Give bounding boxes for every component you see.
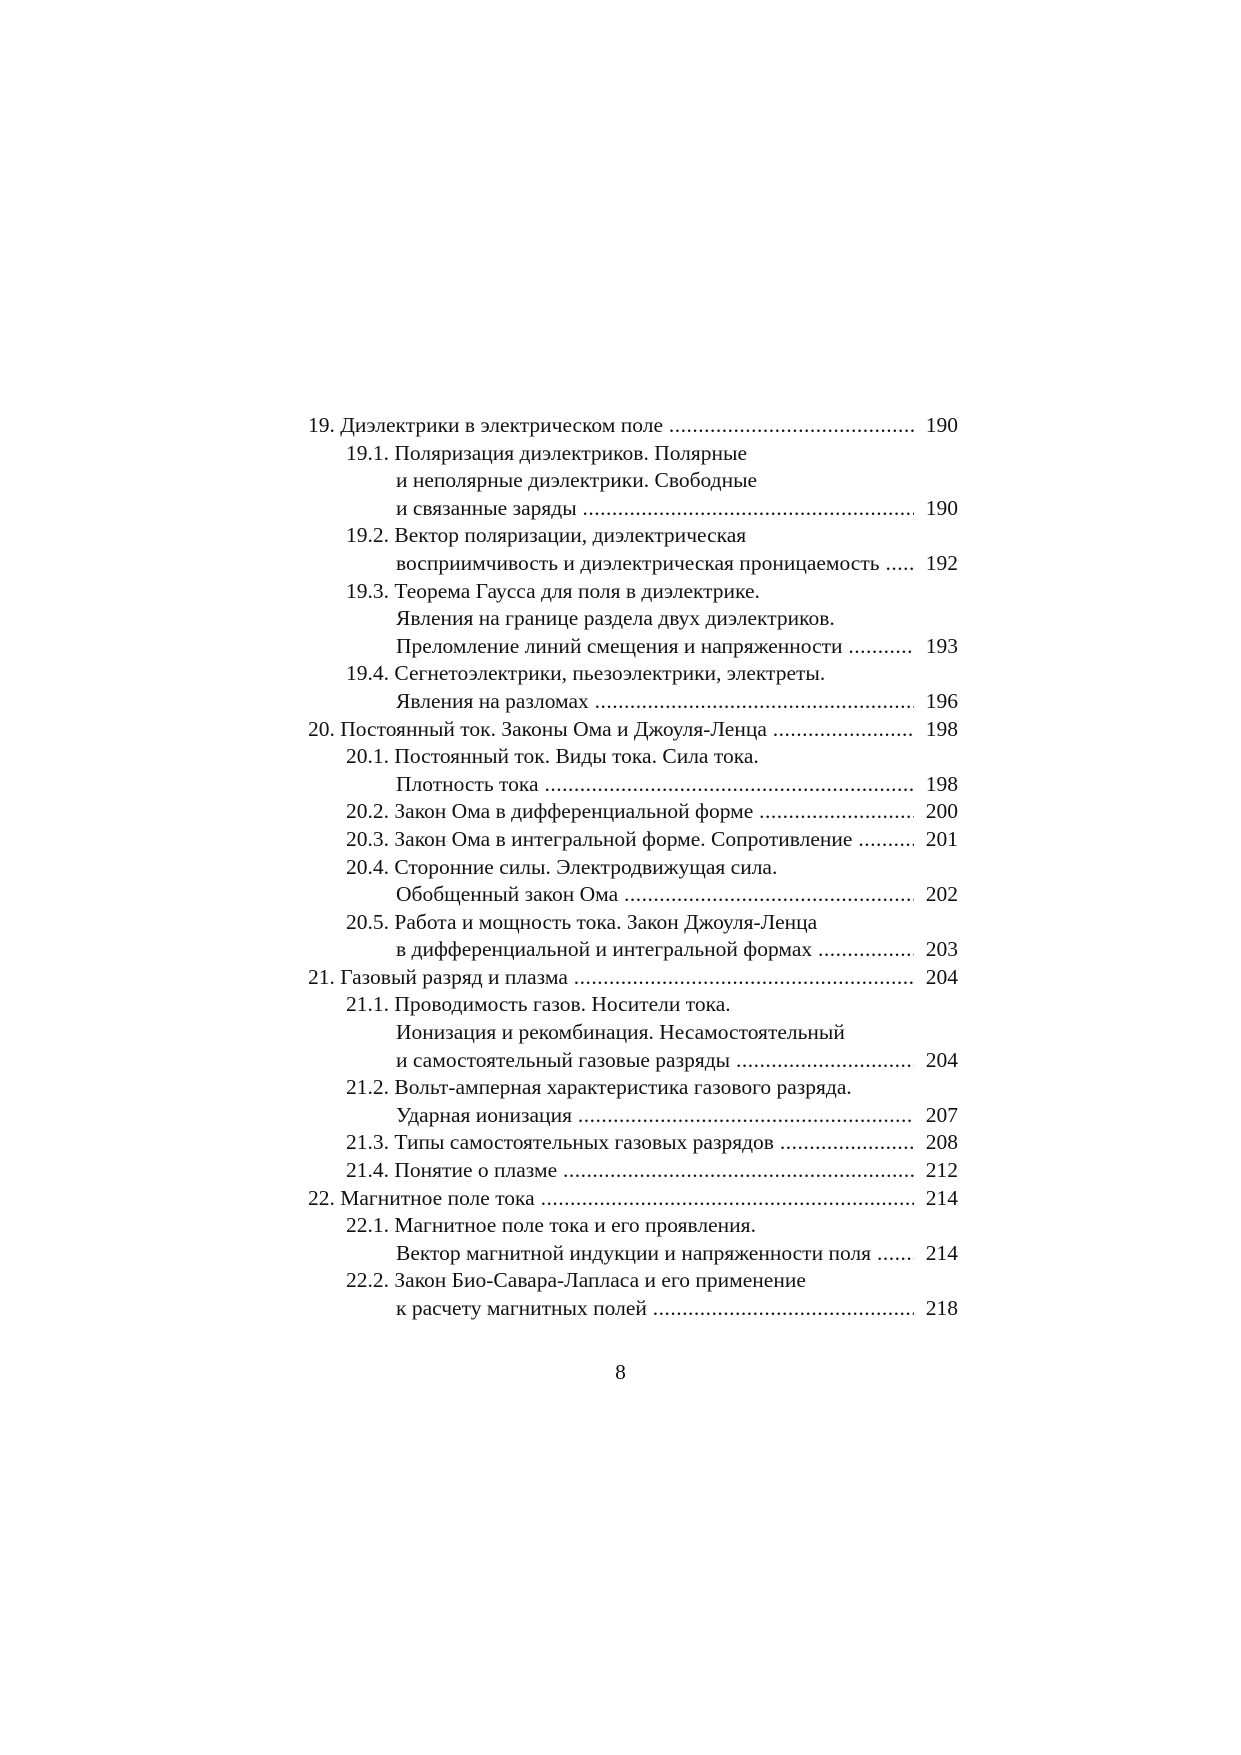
toc-entry-page: 208 <box>922 1129 958 1157</box>
page-number: 8 <box>615 1360 626 1384</box>
toc-entry-title: 21.3. Типы самостоятельных газовых разрядов ..... <box>346 1129 914 1157</box>
toc-entry-page: 193 <box>922 633 958 661</box>
toc-entry-title: 22.2. Закон Био-Савара-Лапласа и его применение <box>346 1268 806 1293</box>
toc-entry <box>308 909 958 937</box>
toc-entry <box>308 964 958 992</box>
toc-entry-title: Явления на разломах ..... <box>396 688 914 716</box>
toc-entry <box>308 1240 958 1268</box>
toc-entry-page: 190 <box>922 412 958 440</box>
toc-entry-page: 190 <box>922 495 958 523</box>
toc-entry-title: Преломление линий смещения и напряженности ..... <box>396 633 914 661</box>
toc-entry-title: 20.1. Постоянный ток. Виды тока. Сила тока. <box>346 744 759 769</box>
toc-entry <box>308 716 958 744</box>
toc-entry-title: к расчету магнитных полей ..... <box>396 1295 914 1323</box>
toc-entry-title: Вектор магнитной индукции и напряженности поля ..... <box>396 1240 914 1268</box>
toc-entry-title: 21. Газовый разряд и плазма ..... <box>308 964 914 992</box>
toc-entry-page: 212 <box>922 1157 958 1185</box>
toc-entry <box>308 826 958 854</box>
toc-entry-page: 200 <box>922 798 958 826</box>
toc-entry <box>308 1047 958 1075</box>
toc-entry-title: 21.2. Вольт-амперная характеристика газового разряда. <box>346 1075 852 1100</box>
toc-entry <box>308 991 958 1019</box>
toc-entry-page: 198 <box>922 771 958 799</box>
toc-entry-title: 20.3. Закон Ома в интегральной форме. Сопротивление ..... <box>346 826 914 854</box>
toc-entry-title: 19. Диэлектрики в электрическом поле ..... <box>308 412 914 440</box>
toc-entry-title: 19.3. Теорема Гаусса для поля в диэлектрике. <box>346 578 760 603</box>
toc-entry <box>308 688 958 716</box>
toc-entry-page: 204 <box>922 964 958 992</box>
toc-entry <box>308 1157 958 1185</box>
toc-entry-title: 20.5. Работа и мощность тока. Закон Джоуля-Ленца <box>346 909 818 934</box>
toc-entry-title: Ударная ионизация ..... <box>396 1102 914 1130</box>
toc-entry-page: 214 <box>922 1185 958 1213</box>
toc-entry-page: 207 <box>922 1102 958 1130</box>
toc-entry-title: Явления на границе раздела двух диэлектриков. <box>396 606 835 631</box>
toc-entry-page: 204 <box>922 1047 958 1075</box>
toc-entry <box>308 936 958 964</box>
toc-entry-title: 19.1. Поляризация диэлектриков. Полярные <box>346 440 748 465</box>
toc-entry <box>308 881 958 909</box>
toc-entry <box>308 1019 958 1047</box>
toc-entry <box>308 440 958 468</box>
toc-entry-title: 20.2. Закон Ома в дифференциальной форме ..... <box>346 798 914 826</box>
toc-entry <box>308 550 958 578</box>
toc-entry <box>308 798 958 826</box>
toc-entry <box>308 578 958 606</box>
toc-entry <box>308 1185 958 1213</box>
toc-entry-title: Ионизация и рекомбинация. Несамостоятельный <box>396 1020 845 1045</box>
toc-entry-title: и самостоятельный газовые разряды ..... <box>396 1047 914 1075</box>
toc-entry <box>308 854 958 882</box>
toc-entry <box>308 1212 958 1240</box>
toc-entry-title: 22. Магнитное поле тока ..... <box>308 1185 914 1213</box>
toc-entry-page: 192 <box>922 550 958 578</box>
toc-entry <box>308 771 958 799</box>
toc-entry-title: 19.2. Вектор поляризации, диэлектрическая <box>346 523 747 548</box>
toc-entry-title: и неполярные диэлектрики. Свободные <box>396 468 758 493</box>
toc-entry <box>308 1295 958 1323</box>
toc-entry-page: 214 <box>922 1240 958 1268</box>
toc-entry <box>308 522 958 550</box>
toc-entry-title: 21.1. Проводимость газов. Носители тока. <box>346 992 731 1017</box>
toc-entry-title: Обобщенный закон Ома ..... <box>396 881 914 909</box>
toc-entry-title: 20. Постоянный ток. Законы Ома и Джоуля-Ленца ..... <box>308 716 914 744</box>
toc-entry <box>308 1074 958 1102</box>
toc-entry <box>308 467 958 495</box>
toc-entry-page: 202 <box>922 881 958 909</box>
toc-entry <box>308 660 958 688</box>
toc-entry <box>308 1102 958 1130</box>
toc-entry-title: 22.1. Магнитное поле тока и его проявления. <box>346 1213 756 1238</box>
toc-entry-page: 198 <box>922 716 958 744</box>
toc-entry <box>308 1129 958 1157</box>
toc-entry-page: 201 <box>922 826 958 854</box>
toc-entry <box>308 605 958 633</box>
toc-entry <box>308 412 958 440</box>
toc-entry <box>308 495 958 523</box>
toc-entry-page: 203 <box>922 936 958 964</box>
toc-entry-title: 20.4. Сторонние силы. Электродвижущая сила. <box>346 854 778 879</box>
toc-entry-title: 21.4. Понятие о плазме ..... <box>346 1157 914 1185</box>
toc-entry-page: 196 <box>922 688 958 716</box>
toc-entry-title: в дифференциальной и интегральной формах ..... <box>396 936 914 964</box>
toc-entry <box>308 633 958 661</box>
toc-entry-title: Плотность тока ..... <box>396 771 914 799</box>
toc-entry-page: 218 <box>922 1295 958 1323</box>
table-of-contents <box>308 412 958 1323</box>
toc-entry-title: восприимчивость и диэлектрическая проницаемость ..... <box>396 550 914 578</box>
toc-entry <box>308 1267 958 1295</box>
toc-entry-title: 19.4. Сегнетоэлектрики, пьезоэлектрики, электреты. <box>346 661 826 686</box>
toc-entry <box>308 743 958 771</box>
toc-entry-title: и связанные заряды ..... <box>396 495 914 523</box>
